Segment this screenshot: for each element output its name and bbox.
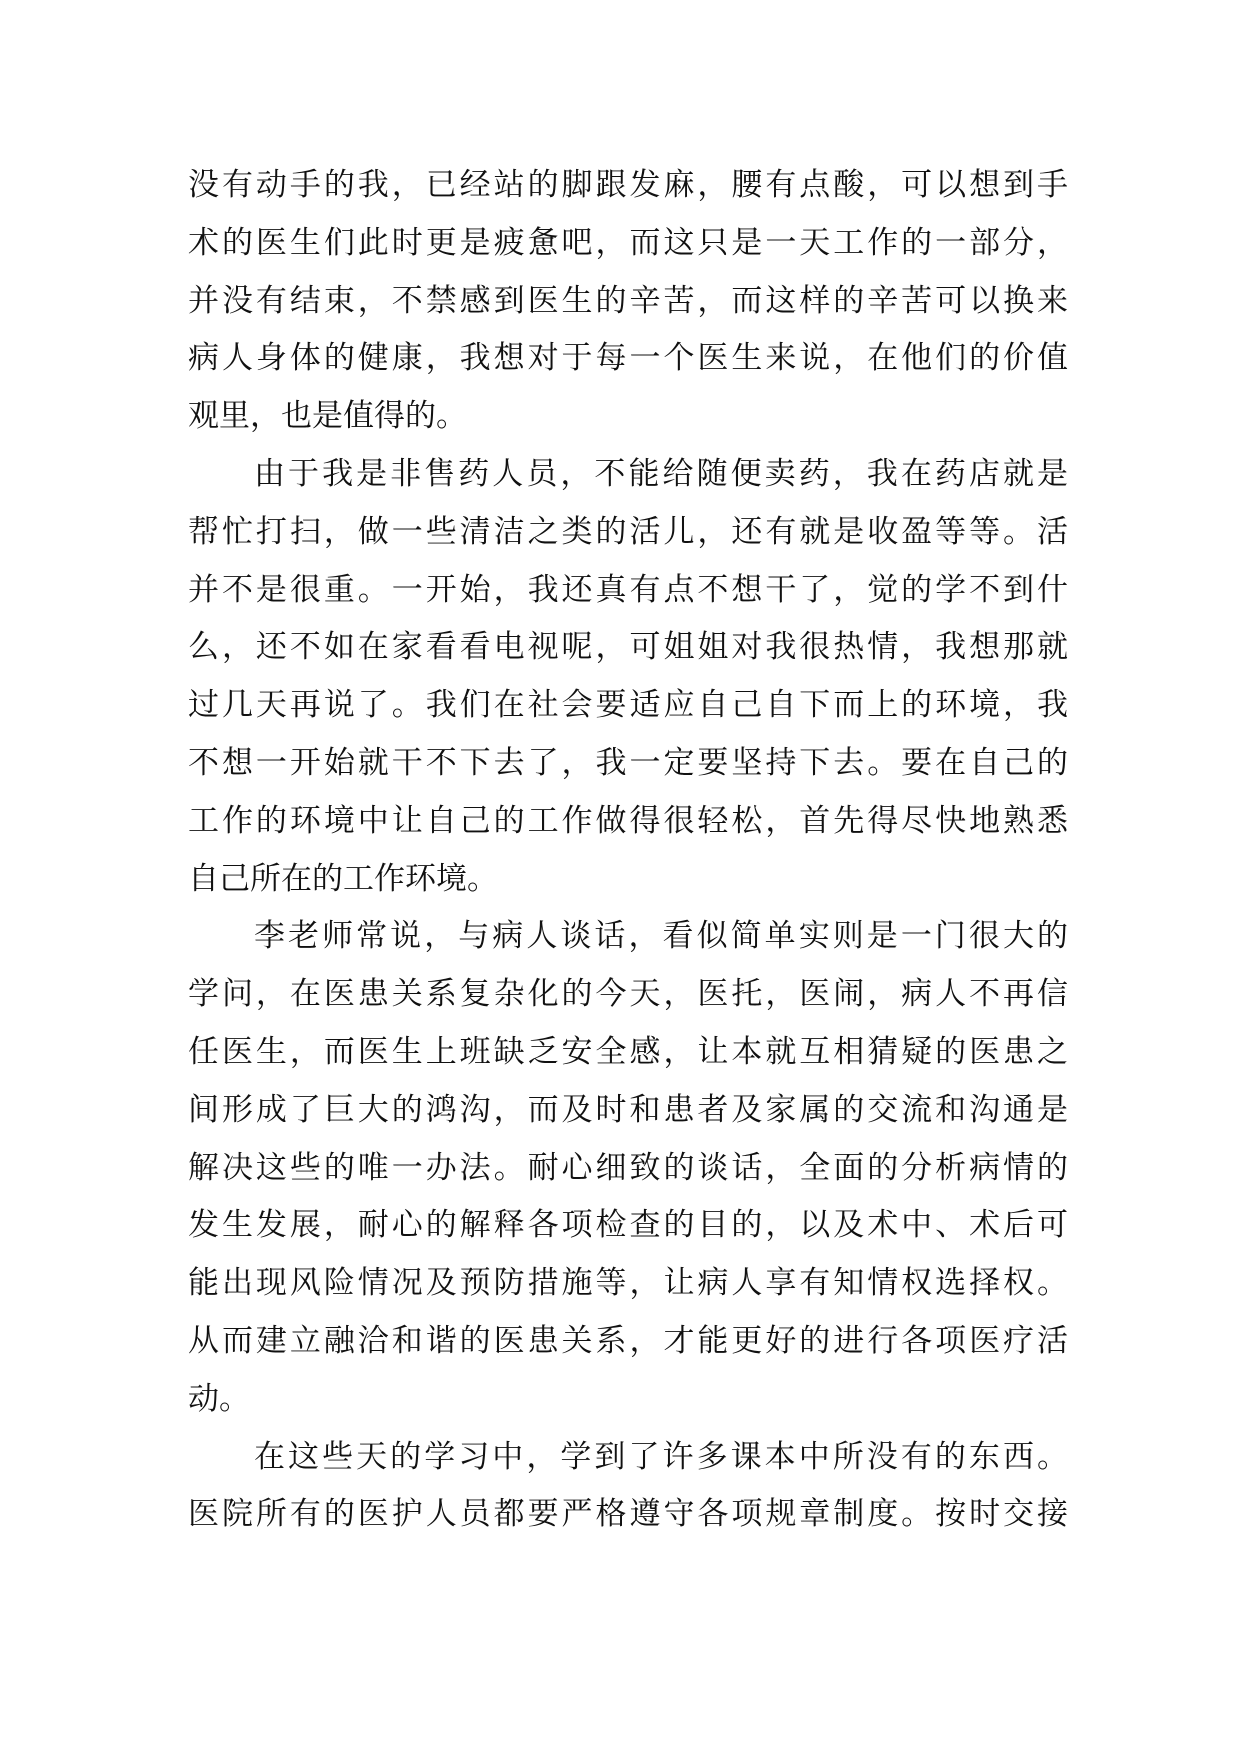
- text-line: 自己所在的工作环境。: [188, 860, 498, 897]
- text-line: 并不是很重。一开始，我还真有点不想干了，觉的学不到什: [188, 571, 1068, 608]
- text-line: 由于我是非售药人员，不能给随便卖药，我在药店就是: [254, 455, 1068, 492]
- paragraph: [188, 157, 1068, 446]
- text-line: 间形成了巨大的鸿沟，而及时和患者及家属的交流和沟通是: [188, 1091, 1068, 1128]
- text-line: 从而建立融洽和谐的医患关系，才能更好的进行各项医疗活: [188, 1322, 1068, 1359]
- text-line: 医院所有的医护人员都要严格遵守各项规章制度。按时交接: [188, 1496, 1068, 1533]
- text-line: 没有动手的我，已经站的脚跟发麻，腰有点酸，可以想到手: [188, 167, 1068, 203]
- text-line: 病人身体的健康，我想对于每一个医生来说，在他们的价值: [188, 340, 1068, 377]
- paragraph: [188, 1429, 1068, 1545]
- text-line: 任医生，而医生上班缺乏安全感，让本就互相猜疑的医患之: [188, 1033, 1068, 1070]
- text-line: 能出现风险情况及预防措施等，让病人享有知情权选择权。: [188, 1265, 1068, 1302]
- text-line: 发生发展，耐心的解释各项检查的目的，以及术中、术后可: [188, 1207, 1068, 1244]
- text-line: 过几天再说了。我们在社会要适应自己自下而上的环境，我: [188, 687, 1068, 724]
- text-line: 并没有结束，不禁感到医生的辛苦，而这样的辛苦可以换来: [188, 282, 1068, 319]
- text-line: 么，还不如在家看看电视呢，可姐姐对我很热情，我想那就: [188, 629, 1068, 666]
- text-line: 帮忙打扫，做一些清洁之类的活儿，还有就是收盈等等。活: [188, 513, 1068, 550]
- paragraph: [188, 908, 1068, 1428]
- body-text: [188, 157, 1068, 1544]
- text-line: 解决这些的唯一办法。耐心细致的谈话，全面的分析病情的: [188, 1149, 1068, 1186]
- text-line: 李老师常说，与病人谈话，看似简单实则是一门很大的: [254, 918, 1068, 955]
- paragraph: [188, 446, 1068, 908]
- text-line: 术的医生们此时更是疲惫吧，而这只是一天工作的一部分，: [188, 224, 1068, 261]
- text-line: 工作的环境中让自己的工作做得很轻松，首先得尽快地熟悉: [188, 802, 1068, 839]
- text-line: 动。: [188, 1380, 250, 1417]
- text-line: 观里，也是值得的。: [188, 398, 467, 435]
- text-line: 学问，在医患关系复杂化的今天，医托，医闹，病人不再信: [188, 976, 1068, 1013]
- text-line: 在这些天的学习中，学到了许多课本中所没有的东西。: [254, 1438, 1068, 1475]
- text-line: 不想一开始就干不下去了，我一定要坚持下去。要在自己的: [188, 744, 1068, 781]
